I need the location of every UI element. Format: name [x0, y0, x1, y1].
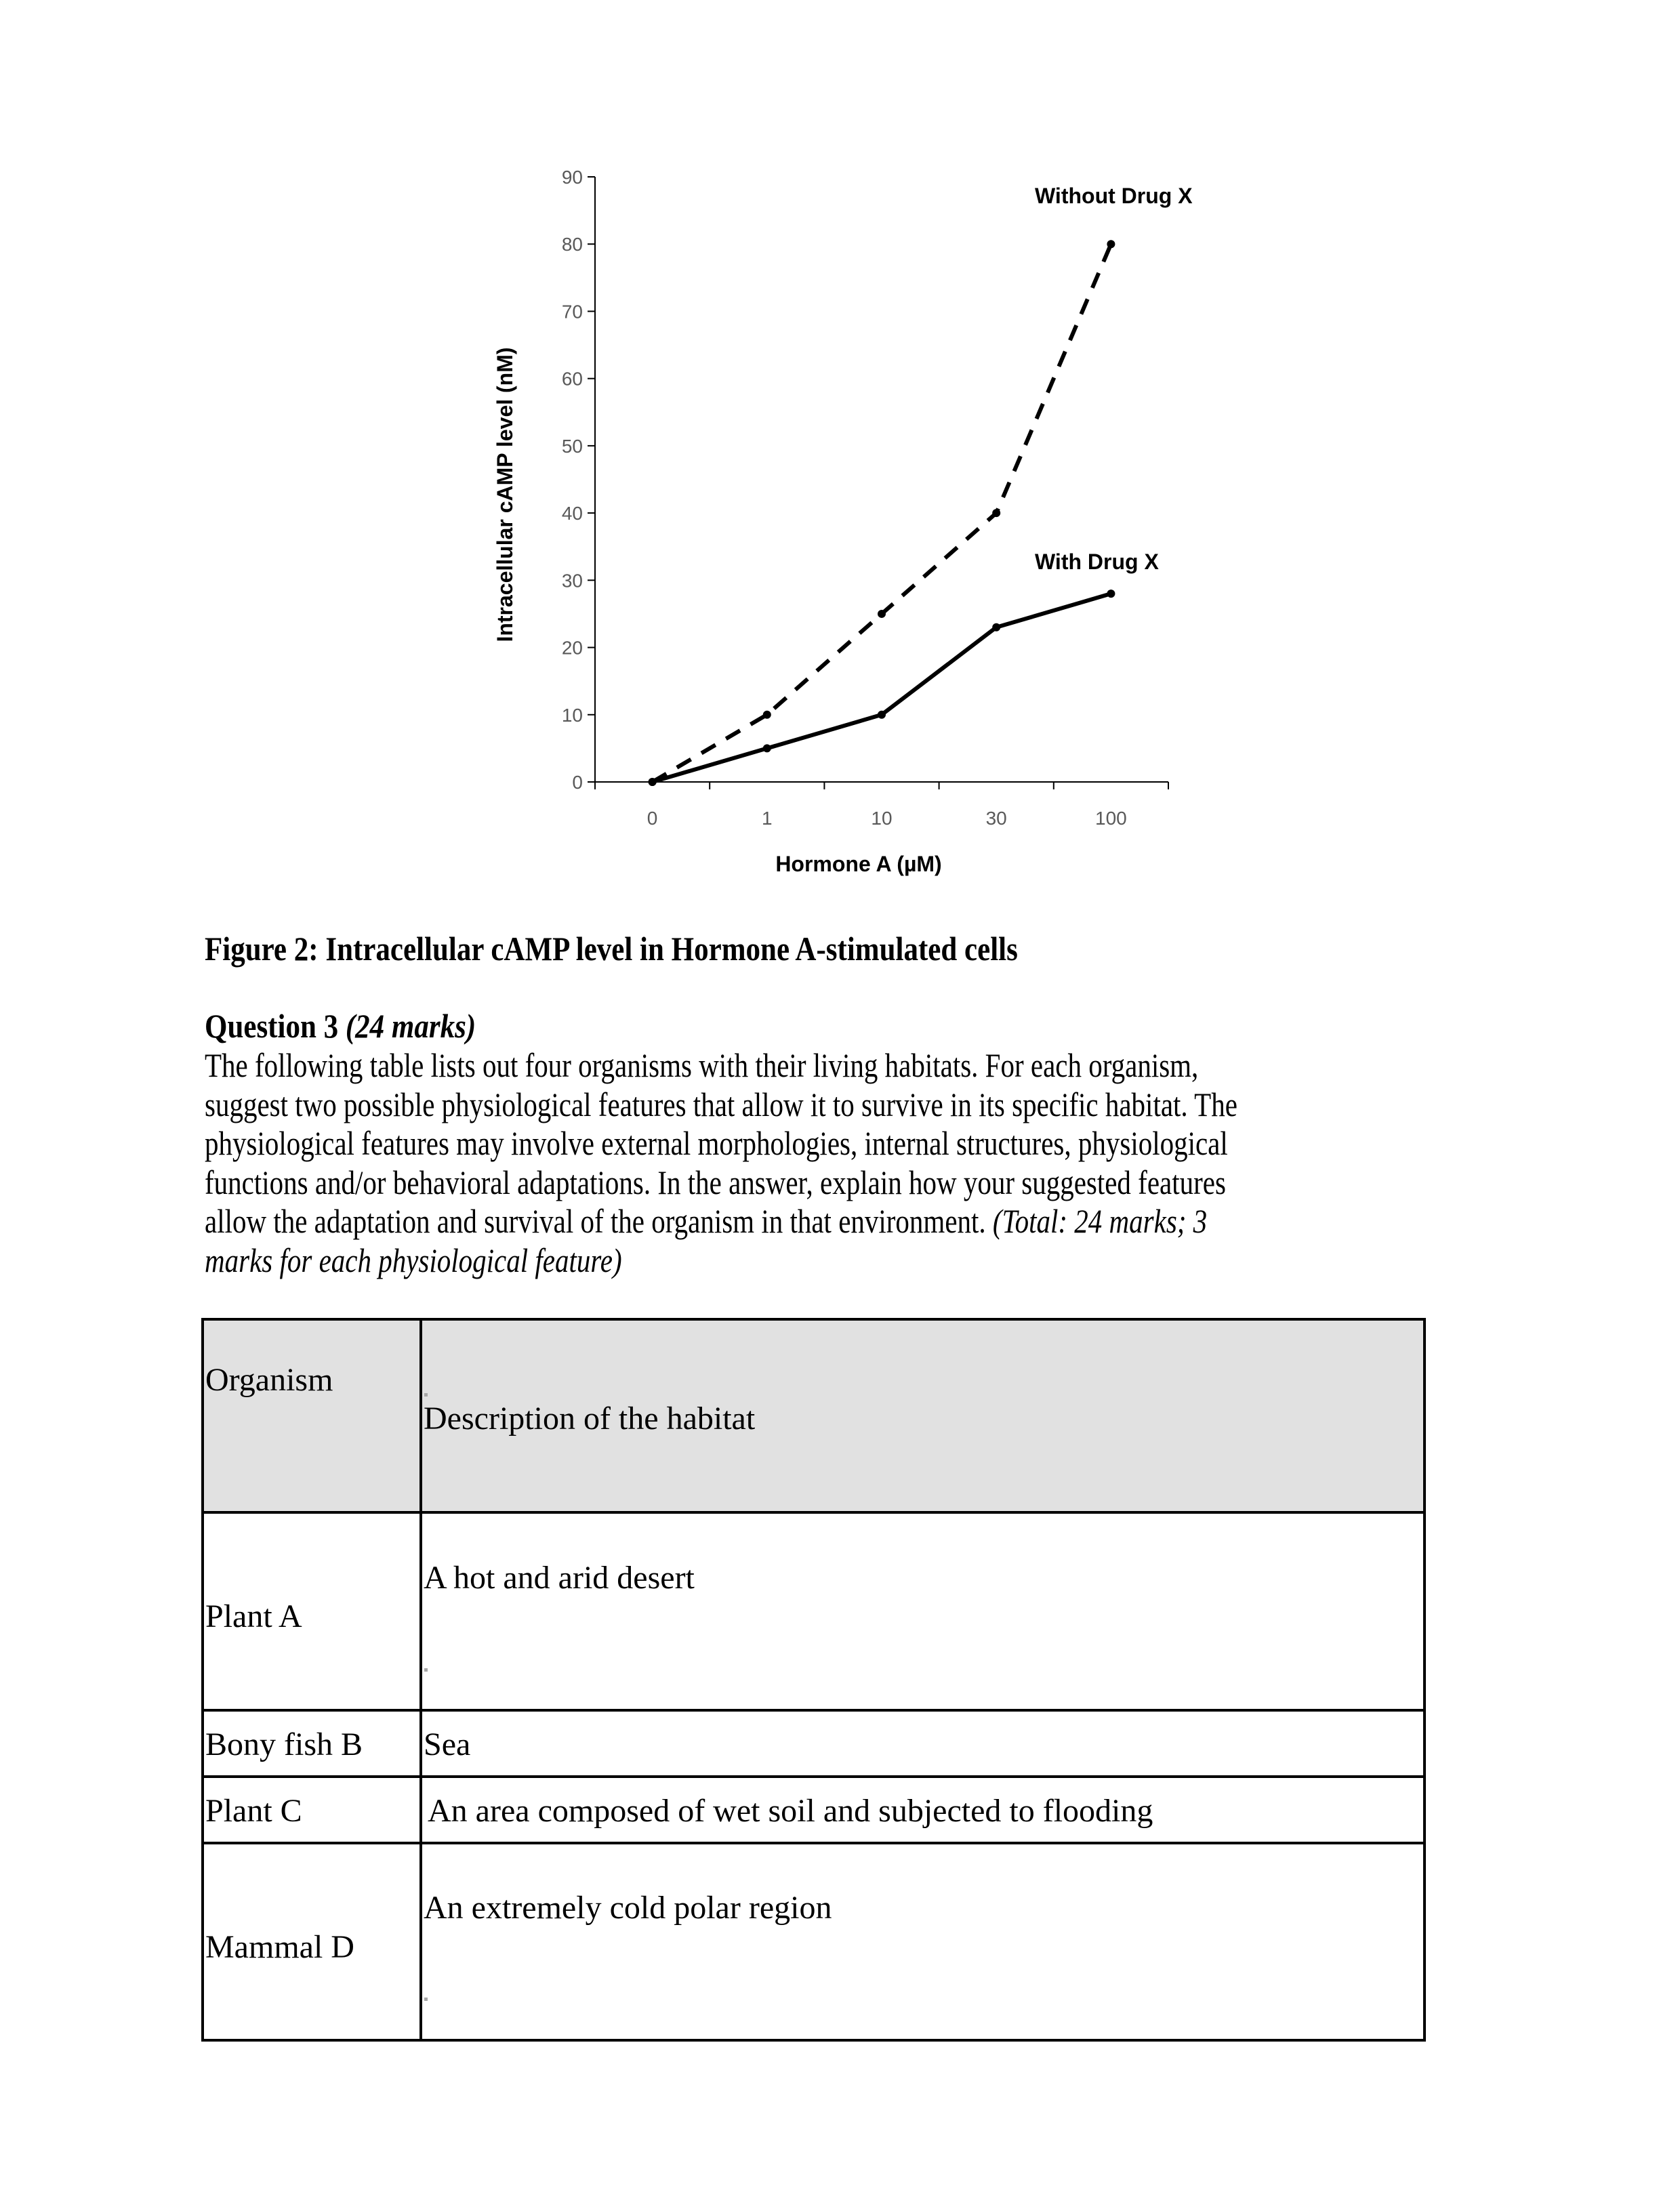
habitat-description: An extremely cold polar region — [424, 1890, 832, 1926]
table-row — [203, 1777, 1425, 1843]
organism-name: Plant A — [205, 1598, 302, 1634]
x-tick-label: 30 — [985, 808, 1007, 829]
habitat-cell — [421, 1710, 1425, 1777]
organism-cell — [203, 1710, 421, 1777]
y-axis-title: Intracellular cAMP level (nM) — [493, 347, 517, 642]
question-line-text: allow the adaptation and survival of the organism in that environment. — [205, 1202, 993, 1240]
organism-cell — [203, 1843, 421, 2040]
table-row — [203, 1710, 1425, 1777]
question-line: physiological features may involve external morphologies, internal structures, physiological — [205, 1124, 1228, 1162]
x-axis-title: Hormone A (µM) — [775, 852, 942, 876]
y-tick-label: 80 — [561, 234, 583, 255]
chart-series — [649, 240, 1115, 786]
y-tick-label: 0 — [572, 772, 583, 793]
habitat-description: A hot and arid desert — [424, 1560, 695, 1596]
habitat-cell — [421, 1512, 1425, 1710]
without-drug-line — [653, 244, 1111, 782]
y-tick-label: 20 — [561, 637, 583, 659]
data-point-marker — [763, 711, 771, 719]
x-tick-label: 1 — [762, 808, 773, 829]
question-line: The following table lists out four organisms with their living habitats. For each organism, — [205, 1046, 1199, 1084]
with-drug-line — [653, 594, 1111, 782]
data-point-marker — [992, 623, 1000, 632]
organism-cell — [203, 1512, 421, 1710]
habitat-description: An area composed of wet soil and subjected to flooding — [428, 1793, 1153, 1829]
habitat-cell — [421, 1777, 1425, 1843]
organism-cell — [203, 1777, 421, 1843]
y-tick-label: 90 — [561, 167, 583, 188]
organism-name: Bony fish B — [205, 1726, 363, 1762]
data-point-marker — [992, 509, 1000, 517]
habitat-description: Sea — [424, 1726, 471, 1762]
question-title — [205, 1007, 476, 1045]
question-number: Question 3 — [205, 1007, 339, 1045]
chart-labels — [493, 184, 1193, 876]
y-tick-label: 50 — [561, 435, 583, 457]
question-line: suggest two possible physiological features that allow it to survive in its specific habitat. The — [205, 1085, 1237, 1123]
marks-note: (Total: 24 marks; 3 — [992, 1202, 1208, 1240]
organism-name: Mammal D — [205, 1929, 354, 1965]
y-tick-label: 70 — [561, 301, 583, 323]
data-point-marker — [1107, 240, 1115, 248]
table-row — [203, 1512, 1425, 1710]
data-point-marker — [1107, 590, 1115, 598]
question-line — [205, 1202, 1466, 1241]
y-tick-label: 30 — [561, 570, 583, 592]
organism-habitat-table — [201, 1318, 1426, 2042]
x-tick-label: 10 — [871, 808, 893, 829]
x-tick-label: 100 — [1095, 808, 1127, 829]
header-habitat-label: Description of the habitat — [424, 1401, 756, 1436]
data-point-marker — [763, 744, 771, 752]
paragraph-marker — [424, 1668, 428, 1672]
figure-caption: Figure 2: Intracellular cAMP level in Hormone A-stimulated cells — [205, 930, 1018, 968]
table-header-row — [203, 1319, 1425, 1512]
header-organism — [203, 1319, 421, 1512]
data-point-marker — [878, 610, 886, 618]
data-point-marker — [649, 778, 657, 786]
paragraph-marker — [424, 1393, 428, 1397]
paragraph-marker — [424, 1998, 428, 2001]
chart-axes — [562, 167, 1168, 829]
organism-name: Plant C — [205, 1793, 302, 1829]
question-line: functions and/or behavioral adaptations. In the answer, explain how your suggested features — [205, 1163, 1226, 1201]
header-organism-label: Organism — [205, 1362, 333, 1398]
series-label-without-drug: Without Drug X — [1035, 184, 1193, 208]
series-label-with-drug: With Drug X — [1035, 550, 1159, 574]
question-body — [205, 1046, 1466, 1280]
y-tick-label: 40 — [561, 503, 583, 524]
x-tick-label: 0 — [647, 808, 658, 829]
question-marks: (24 marks) — [345, 1007, 476, 1045]
camp-line-chart — [0, 0, 1680, 894]
y-tick-label: 10 — [561, 704, 583, 726]
marks-note-continued: marks for each physiological feature) — [205, 1241, 622, 1279]
y-tick-label: 60 — [561, 368, 583, 390]
table-row — [203, 1843, 1425, 2040]
data-point-marker — [878, 711, 886, 719]
habitat-cell — [421, 1843, 1425, 2040]
header-habitat — [421, 1319, 1425, 1512]
